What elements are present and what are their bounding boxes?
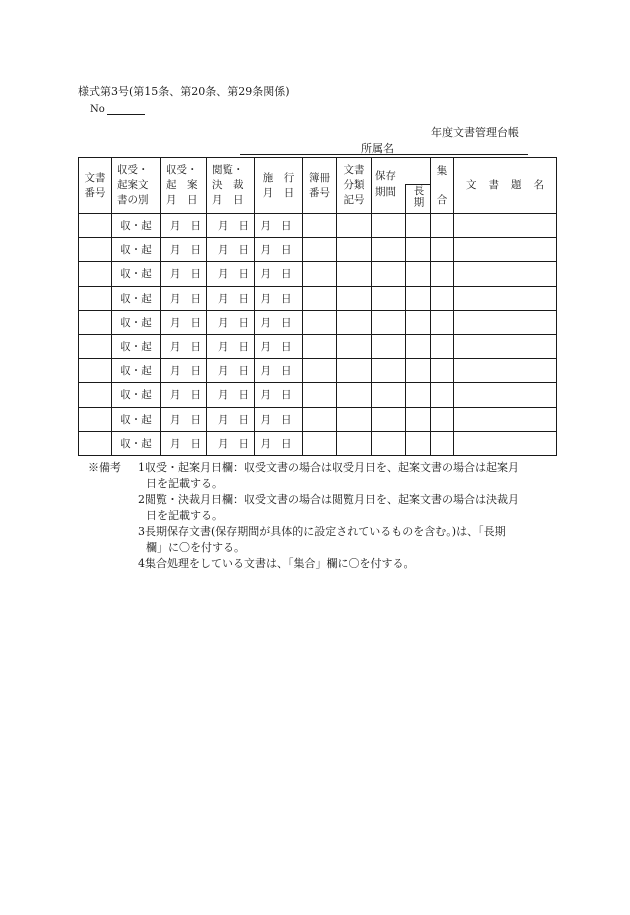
month-label: 月 [218, 268, 229, 281]
retention-period-cell[interactable] [372, 310, 406, 334]
month-label: 月 [170, 413, 181, 426]
month-label: 月 [260, 437, 271, 450]
day-label: 日 [281, 437, 292, 450]
note-1-line-1: 1収受・起案月日欄：収受文書の場合は収受月日を、起案文書の場合は起案月 [138, 461, 519, 474]
classification-code-cell[interactable] [337, 286, 372, 310]
doc-number-cell[interactable] [79, 310, 112, 334]
header-retention-period: 保存 [372, 158, 431, 185]
day-label: 日 [238, 316, 249, 329]
month-label: 月 [218, 316, 229, 329]
form-number-label: No [90, 104, 105, 115]
receive-draft-date-cell[interactable] [161, 214, 207, 238]
month-label: 月 [260, 292, 271, 305]
document-title-cell[interactable] [454, 431, 557, 455]
document-title-cell[interactable] [454, 286, 557, 310]
day-label: 日 [238, 220, 249, 233]
day-label: 日 [281, 413, 292, 426]
retention-period-cell[interactable] [372, 238, 406, 262]
retention-period-cell[interactable] [372, 334, 406, 358]
classification-code-cell[interactable] [337, 359, 372, 383]
table-row [79, 407, 557, 431]
month-label: 月 [260, 389, 271, 402]
retention-period-cell[interactable] [372, 431, 406, 455]
doc-number-cell[interactable] [79, 214, 112, 238]
receive-draft-date-cell[interactable] [161, 238, 207, 262]
receive-draft-date-cell[interactable] [161, 431, 207, 455]
document-title-cell[interactable] [454, 214, 557, 238]
book-number-cell[interactable] [303, 286, 337, 310]
month-label: 月 [170, 437, 181, 450]
day-label: 日 [281, 389, 292, 402]
doc-number-cell[interactable] [79, 262, 112, 286]
day-label: 日 [281, 268, 292, 281]
receive-draft-date-cell[interactable] [161, 310, 207, 334]
collective-cell[interactable] [431, 334, 454, 358]
ledger-body [79, 214, 557, 456]
doc-number-cell[interactable] [79, 286, 112, 310]
document-title-cell[interactable] [454, 407, 557, 431]
table-row [79, 310, 557, 334]
note-1-line-2: 日を記載する。 [146, 477, 223, 490]
day-label: 日 [281, 365, 292, 378]
day-label: 日 [238, 341, 249, 354]
collective-cell[interactable] [431, 214, 454, 238]
header-long-term: 長期 [406, 185, 431, 214]
long-term-cell[interactable] [406, 286, 431, 310]
execution-date-cell[interactable] [255, 334, 303, 358]
day-label: 日 [190, 389, 201, 402]
header-document-title: 文 書 題 名 [454, 158, 557, 214]
collective-cell[interactable] [431, 359, 454, 383]
day-label: 日 [281, 220, 292, 233]
retention-period-cell[interactable] [372, 359, 406, 383]
kind-cell[interactable]: 収・起 [112, 359, 161, 383]
review-approve-date-cell[interactable] [207, 407, 255, 431]
month-label: 月 [170, 316, 181, 329]
note-2-line-2: 日を記載する。 [146, 509, 223, 522]
receive-draft-date-cell[interactable] [161, 334, 207, 358]
ledger-title: 年度文書管理台帳 [431, 126, 519, 139]
execution-date-cell[interactable] [255, 214, 303, 238]
book-number-cell[interactable] [303, 262, 337, 286]
execution-date-cell[interactable] [255, 310, 303, 334]
note-row-3 [88, 524, 558, 556]
classification-code-cell[interactable] [337, 262, 372, 286]
table-row [79, 214, 557, 238]
long-term-cell[interactable] [406, 431, 431, 455]
table-row [79, 286, 557, 310]
receive-draft-date-cell[interactable] [161, 383, 207, 407]
collective-cell[interactable] [431, 238, 454, 262]
header-receive-draft-date: 収受・ 起 案 月 日 [161, 158, 207, 214]
classification-code-cell[interactable] [337, 214, 372, 238]
form-title: 様式第3号(第15条、第20条、第29条関係) [78, 85, 290, 98]
day-label: 日 [190, 316, 201, 329]
document-title-cell[interactable] [454, 334, 557, 358]
day-label: 日 [238, 437, 249, 450]
day-label: 日 [281, 292, 292, 305]
retention-period-cell[interactable] [372, 286, 406, 310]
collective-cell[interactable] [431, 431, 454, 455]
month-label: 月 [218, 365, 229, 378]
execution-date-cell[interactable] [255, 262, 303, 286]
execution-date-cell[interactable] [255, 359, 303, 383]
receive-draft-date-cell[interactable] [161, 407, 207, 431]
receive-draft-date-cell[interactable] [161, 262, 207, 286]
long-term-cell[interactable] [406, 214, 431, 238]
receive-draft-date-cell[interactable] [161, 359, 207, 383]
kind-cell[interactable]: 収・起 [112, 407, 161, 431]
execution-date-cell[interactable] [255, 238, 303, 262]
doc-number-cell[interactable] [79, 407, 112, 431]
note-row-2 [88, 492, 558, 524]
header-retention-period-sub: 期間 [372, 185, 406, 214]
month-label: 月 [260, 316, 271, 329]
notes-label: ※備考 [88, 461, 121, 474]
review-approve-date-cell[interactable] [207, 262, 255, 286]
collective-cell[interactable] [431, 407, 454, 431]
execution-date-cell[interactable] [255, 286, 303, 310]
month-label: 月 [260, 341, 271, 354]
execution-date-cell[interactable] [255, 407, 303, 431]
header-review-approve-date: 閲覧・ 決 裁 月 日 [207, 158, 255, 214]
month-label: 月 [218, 244, 229, 257]
day-label: 日 [190, 220, 201, 233]
retention-period-cell[interactable] [372, 383, 406, 407]
day-label: 日 [281, 341, 292, 354]
month-label: 月 [170, 292, 181, 305]
note-2-line-1: 2閲覧・決裁月日欄：収受文書の場合は閲覧月日を、起案文書の場合は決裁月 [138, 493, 519, 506]
note-row-4 [88, 556, 558, 572]
month-label: 月 [170, 389, 181, 402]
book-number-cell[interactable] [303, 431, 337, 455]
day-label: 日 [190, 268, 201, 281]
month-label: 月 [218, 220, 229, 233]
collective-cell[interactable] [431, 310, 454, 334]
retention-period-cell[interactable] [372, 214, 406, 238]
day-label: 日 [190, 244, 201, 257]
document-title-cell[interactable] [454, 383, 557, 407]
document-title-cell[interactable] [454, 262, 557, 286]
book-number-cell[interactable] [303, 407, 337, 431]
day-label: 日 [238, 268, 249, 281]
doc-number-cell[interactable] [79, 383, 112, 407]
document-title-cell[interactable] [454, 359, 557, 383]
doc-number-cell[interactable] [79, 359, 112, 383]
book-number-cell[interactable] [303, 214, 337, 238]
form-number [90, 104, 145, 115]
execution-date-cell[interactable] [255, 431, 303, 455]
classification-code-cell[interactable] [337, 383, 372, 407]
day-label: 日 [190, 437, 201, 450]
form-number-blank [107, 114, 145, 115]
long-term-cell[interactable] [406, 262, 431, 286]
doc-number-cell[interactable] [79, 431, 112, 455]
month-label: 月 [260, 413, 271, 426]
day-label: 日 [190, 365, 201, 378]
day-label: 日 [190, 292, 201, 305]
long-term-cell[interactable] [406, 334, 431, 358]
notes [88, 460, 558, 572]
month-label: 月 [260, 244, 271, 257]
month-label: 月 [218, 413, 229, 426]
table-row [79, 334, 557, 358]
department-line [240, 154, 528, 155]
review-approve-date-cell[interactable] [207, 359, 255, 383]
day-label: 日 [238, 389, 249, 402]
classification-code-cell[interactable] [337, 431, 372, 455]
month-label: 月 [260, 268, 271, 281]
long-term-cell[interactable] [406, 359, 431, 383]
kind-cell[interactable]: 収・起 [112, 262, 161, 286]
header-book-number: 簿冊 番号 [303, 158, 337, 214]
month-label: 月 [170, 268, 181, 281]
month-label: 月 [218, 292, 229, 305]
table-row [79, 431, 557, 455]
header-doc-number: 文書 番号 [79, 158, 112, 214]
ledger-table [78, 157, 557, 456]
day-label: 日 [238, 244, 249, 257]
header-collective: 集 合 [431, 158, 454, 214]
receive-draft-date-cell[interactable] [161, 286, 207, 310]
review-approve-date-cell[interactable] [207, 431, 255, 455]
day-label: 日 [190, 341, 201, 354]
month-label: 月 [170, 341, 181, 354]
classification-code-cell[interactable] [337, 238, 372, 262]
day-label: 日 [238, 413, 249, 426]
day-label: 日 [238, 292, 249, 305]
book-number-cell[interactable] [303, 334, 337, 358]
book-number-cell[interactable] [303, 383, 337, 407]
note-3-line-2: 欄」に〇を付する。 [146, 541, 245, 554]
day-label: 日 [281, 316, 292, 329]
kind-cell[interactable]: 収・起 [112, 310, 161, 334]
month-label: 月 [218, 389, 229, 402]
collective-cell[interactable] [431, 262, 454, 286]
review-approve-date-cell[interactable] [207, 310, 255, 334]
kind-cell[interactable]: 収・起 [112, 238, 161, 262]
month-label: 月 [260, 220, 271, 233]
table-row [79, 383, 557, 407]
month-label: 月 [170, 220, 181, 233]
header-execution-date: 施 行 月 日 [255, 158, 303, 214]
day-label: 日 [281, 244, 292, 257]
doc-number-cell[interactable] [79, 334, 112, 358]
book-number-cell[interactable] [303, 238, 337, 262]
book-number-cell[interactable] [303, 359, 337, 383]
kind-cell[interactable]: 収・起 [112, 431, 161, 455]
classification-code-cell[interactable] [337, 407, 372, 431]
collective-cell[interactable] [431, 383, 454, 407]
book-number-cell[interactable] [303, 310, 337, 334]
note-3-line-1: 3長期保存文書(保存期間が具体的に設定されているものを含む。)は、「長期 [138, 525, 506, 538]
document-title-cell[interactable] [454, 238, 557, 262]
header-kind: 収受・ 起案文 書の別 [112, 158, 161, 214]
review-approve-date-cell[interactable] [207, 286, 255, 310]
classification-code-cell[interactable] [337, 310, 372, 334]
retention-period-cell[interactable] [372, 262, 406, 286]
review-approve-date-cell[interactable] [207, 383, 255, 407]
doc-number-cell[interactable] [79, 238, 112, 262]
header-classification-code: 文書 分類 記号 [337, 158, 372, 214]
month-label: 月 [218, 437, 229, 450]
classification-code-cell[interactable] [337, 334, 372, 358]
day-label: 日 [238, 365, 249, 378]
execution-date-cell[interactable] [255, 383, 303, 407]
table-row [79, 238, 557, 262]
month-label: 月 [170, 244, 181, 257]
review-approve-date-cell[interactable] [207, 334, 255, 358]
kind-cell[interactable]: 収・起 [112, 383, 161, 407]
kind-cell[interactable]: 収・起 [112, 334, 161, 358]
retention-period-cell[interactable] [372, 407, 406, 431]
month-label: 月 [260, 365, 271, 378]
long-term-cell[interactable] [406, 383, 431, 407]
long-term-cell[interactable] [406, 310, 431, 334]
kind-cell[interactable]: 収・起 [112, 286, 161, 310]
long-term-cell[interactable] [406, 407, 431, 431]
review-approve-date-cell[interactable] [207, 214, 255, 238]
day-label: 日 [190, 413, 201, 426]
department-label: 所属名 [361, 142, 394, 155]
kind-cell[interactable]: 収・起 [112, 214, 161, 238]
document-title-cell[interactable] [454, 310, 557, 334]
review-approve-date-cell[interactable] [207, 238, 255, 262]
table-row [79, 262, 557, 286]
long-term-cell[interactable] [406, 238, 431, 262]
table-row [79, 359, 557, 383]
month-label: 月 [170, 365, 181, 378]
month-label: 月 [218, 341, 229, 354]
note-row-1 [88, 460, 558, 492]
collective-cell[interactable] [431, 286, 454, 310]
note-4-line-1: 4集合処理をしている文書は、「集合」欄に〇を付する。 [138, 557, 415, 570]
